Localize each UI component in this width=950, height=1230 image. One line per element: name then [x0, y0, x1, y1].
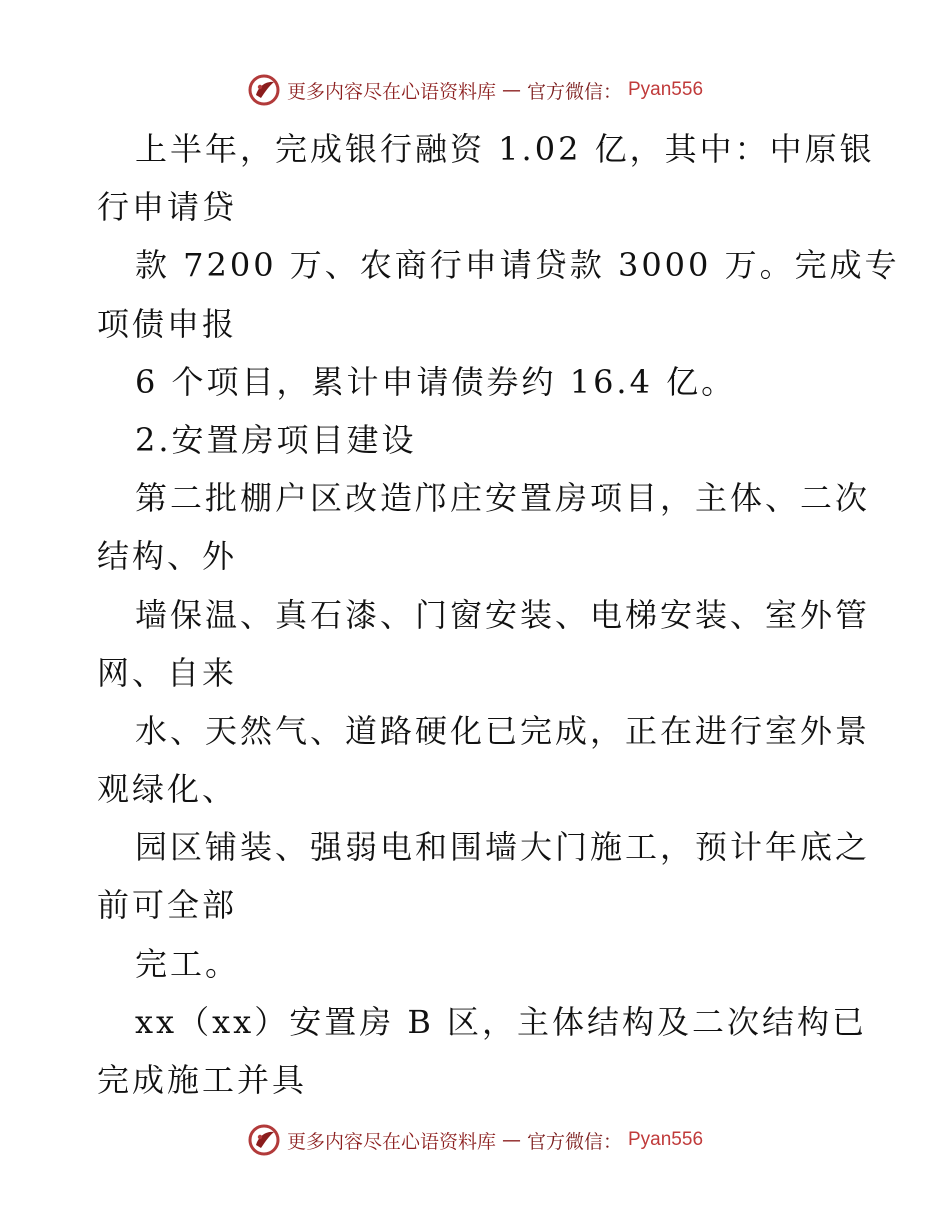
- text-line: 第二批棚户区改造邝庄安置房项目，主体、二次: [135, 479, 871, 518]
- logo-icon: [247, 73, 281, 107]
- text-line: 行申请贷: [97, 188, 238, 227]
- watermark-official: 官方微信：: [526, 80, 622, 103]
- watermark-official: 官方微信：: [526, 1130, 622, 1153]
- text-line: 墙保温、真石漆、门窗安装、电梯安装、室外管: [135, 595, 871, 634]
- text-line: 上半年，完成银行融资 1.02 亿，其中：中原银: [135, 130, 875, 168]
- section-heading: 2.安置房项目建设: [135, 420, 417, 459]
- text-line: 网、自来: [97, 653, 238, 692]
- text-line: 项债申报: [97, 304, 238, 343]
- text-line: 前可全部: [97, 886, 238, 925]
- watermark-id: Pyan556: [628, 79, 704, 100]
- text-line: 水、天然气、道路硬化已完成，正在进行室外景: [135, 711, 871, 750]
- text-line: 观绿化、: [97, 770, 238, 809]
- footer-watermark: [0, 1120, 950, 1160]
- text-line: 6 个项目，累计申请债券约 16.4 亿。: [135, 362, 737, 401]
- watermark-dash: —: [501, 1129, 521, 1151]
- text-line: 园区铺装、强弱电和围墙大门施工，预计年底之: [135, 828, 871, 867]
- document-body: [97, 120, 900, 1109]
- text-line: 款 7200 万、农商行申请贷款 3000 万。完成专: [135, 246, 900, 285]
- watermark-text: 更多内容尽在心语资料库: [286, 1130, 496, 1153]
- watermark-id: Pyan556: [628, 1129, 704, 1150]
- text-line: 完工。: [135, 944, 241, 983]
- header-watermark: [0, 70, 950, 110]
- text-line: 完成施工并具: [97, 1061, 308, 1099]
- watermark-text: 更多内容尽在心语资料库: [286, 80, 496, 103]
- logo-icon: [247, 1123, 281, 1157]
- watermark-dash: —: [501, 79, 521, 101]
- text-line: xx（xx）安置房 B 区，主体结构及二次结构已: [135, 1002, 868, 1041]
- text-line: 结构、外: [97, 537, 238, 576]
